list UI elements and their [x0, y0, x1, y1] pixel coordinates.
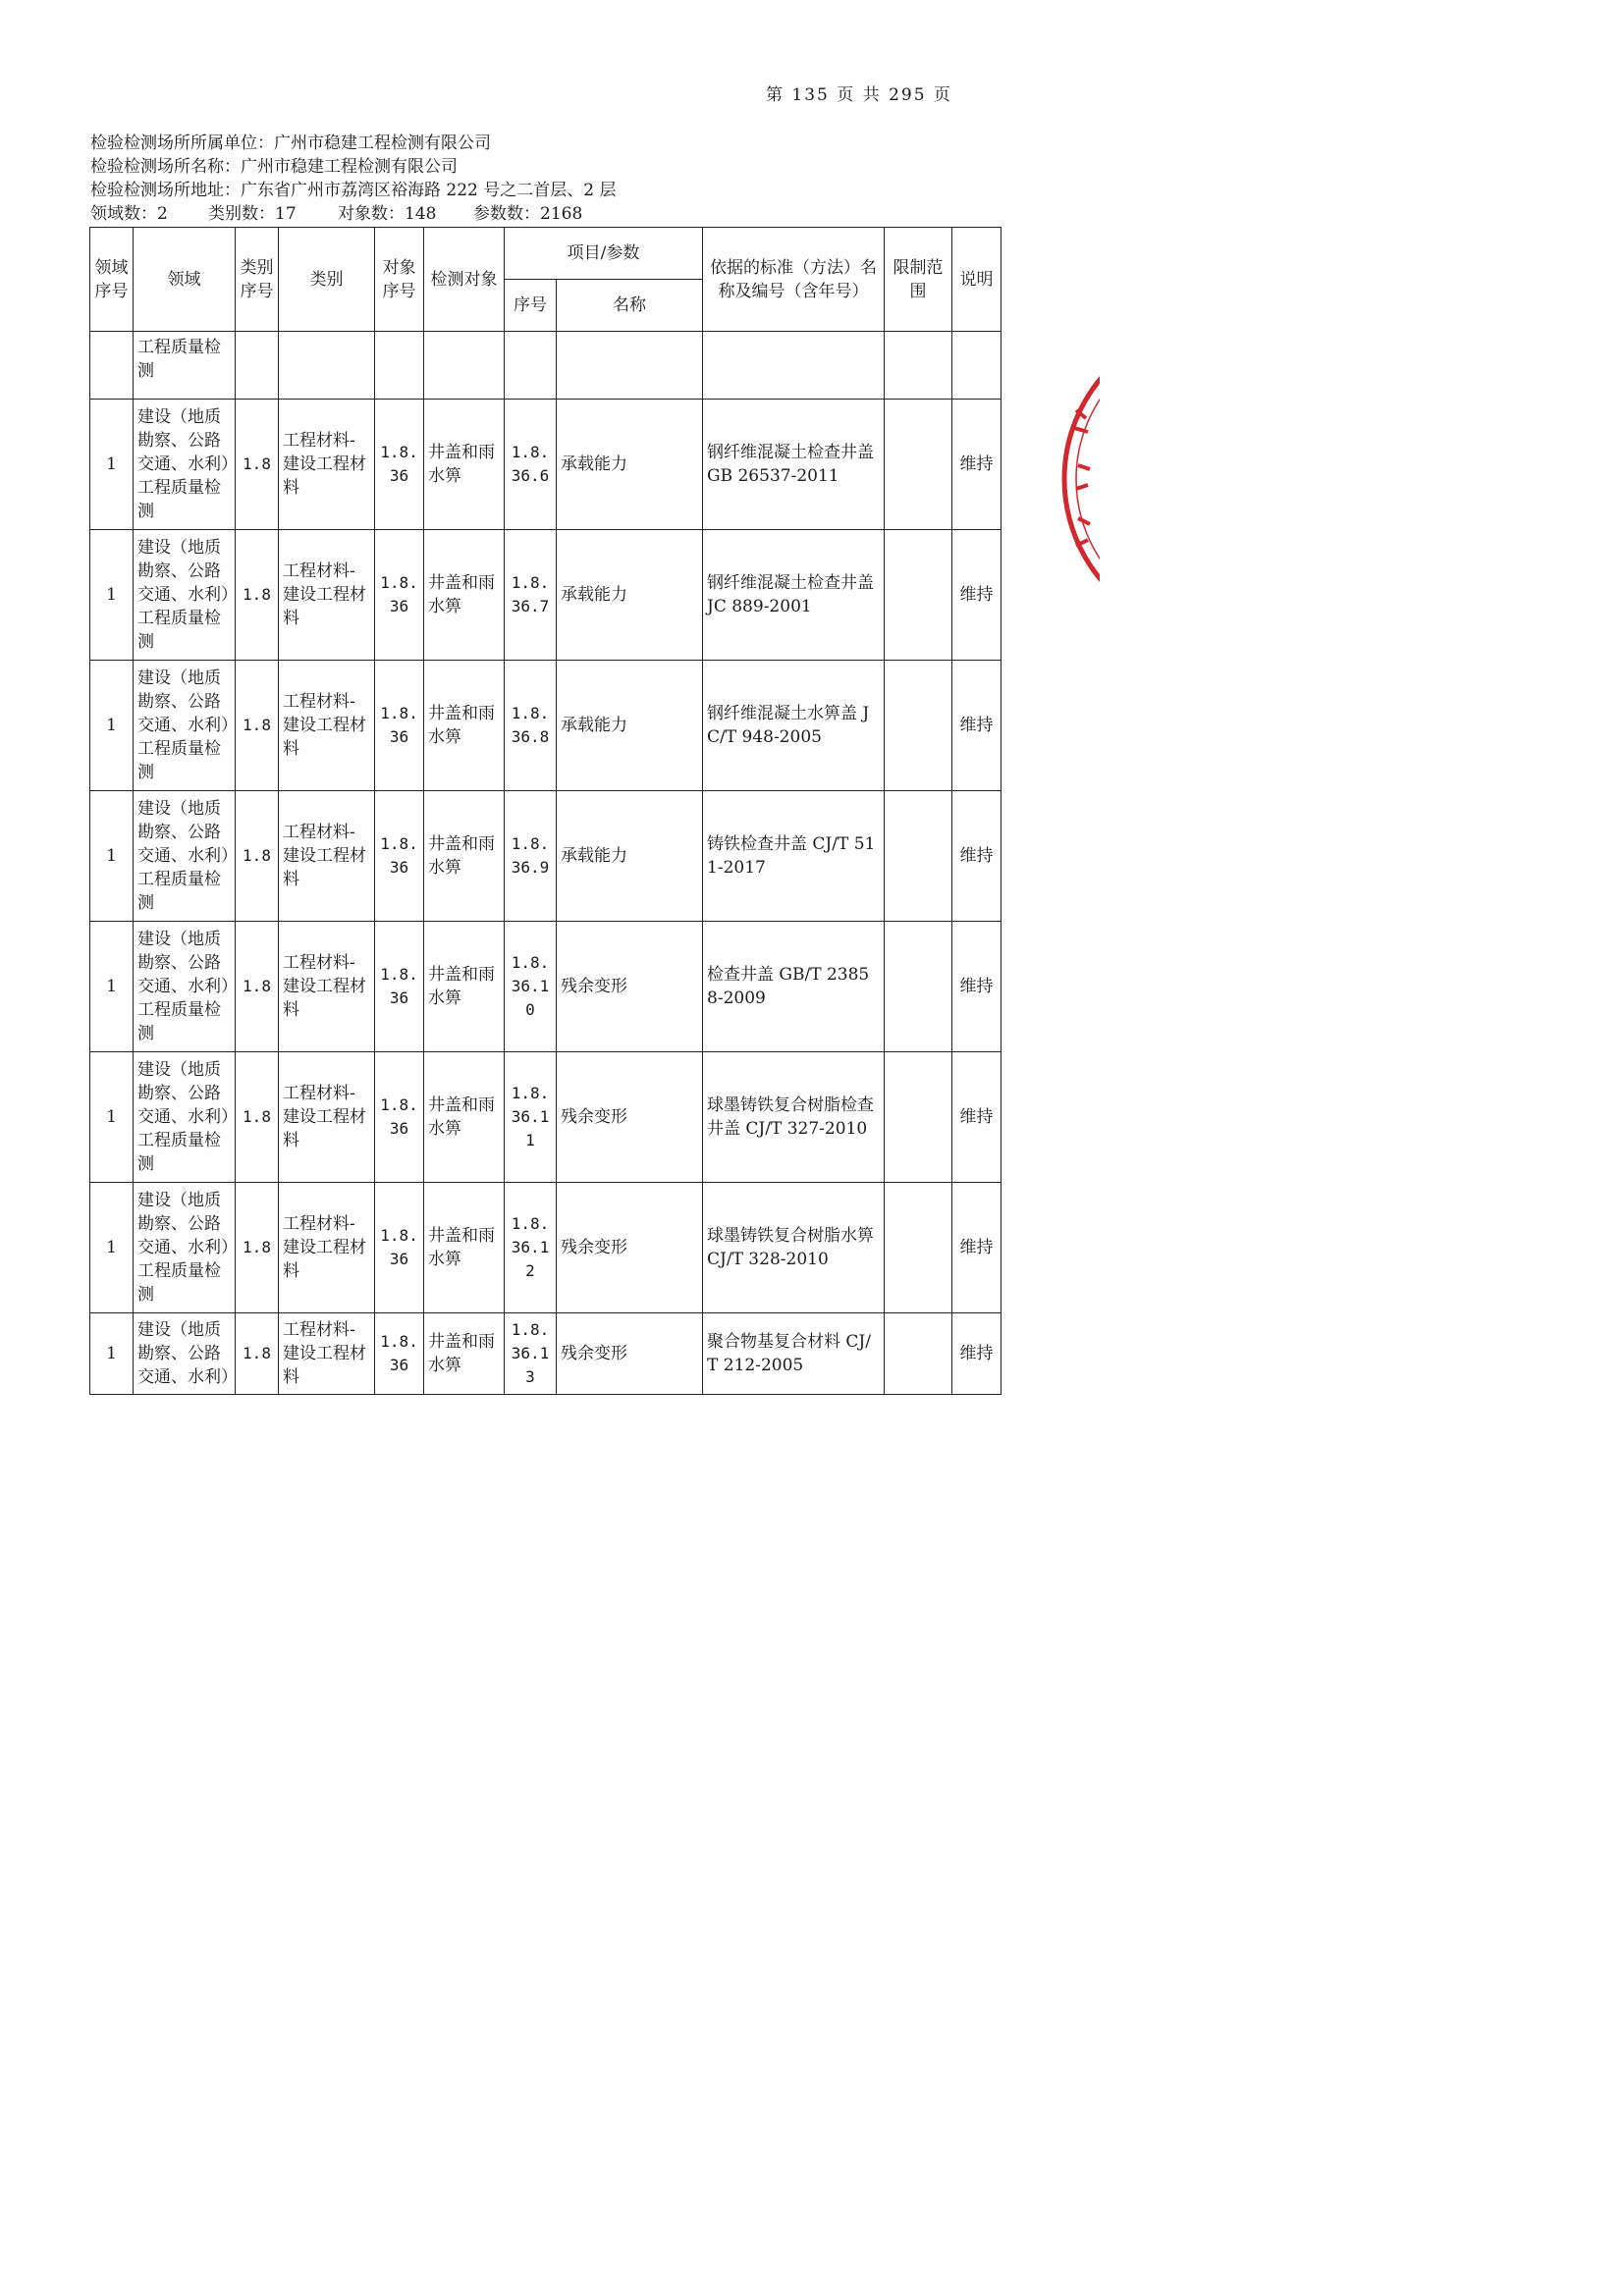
- header-domain-no: 领域序号: [90, 228, 134, 332]
- category-count: 类别数：17: [208, 204, 297, 224]
- scope-table: [89, 227, 1001, 1395]
- cell-domain-no: 1: [90, 661, 134, 791]
- cell-object: 井盖和雨水箅: [424, 530, 505, 661]
- table-row: [90, 1183, 1001, 1313]
- cell-category: 工程材料-建设工程材料: [279, 922, 375, 1052]
- header-row: [90, 228, 1001, 280]
- cell-category-no: 1.8: [236, 661, 279, 791]
- lab-counts: [90, 202, 616, 226]
- cell-param-name: 承载能力: [557, 661, 703, 791]
- cell-param-no: 1.8.36.11: [505, 1052, 557, 1183]
- cell-param-no: 1.8.36.10: [505, 922, 557, 1052]
- cell-limit: [885, 400, 952, 530]
- domain-count: 领域数：2: [90, 204, 168, 224]
- cell-domain: 建设（地质勘察、公路交通、水利）工程质量检测: [134, 791, 236, 922]
- cell-object: 井盖和雨水箅: [424, 661, 505, 791]
- cell-domain-no: 1: [90, 1183, 134, 1313]
- cell-category-no: 1.8: [236, 922, 279, 1052]
- table-row: [90, 400, 1001, 530]
- cell-param-name: 残余变形: [557, 1183, 703, 1313]
- cell-object: 井盖和雨水箅: [424, 1052, 505, 1183]
- cell-standard: 钢纤维混凝土检查井盖 GB 26537-2011: [703, 400, 885, 530]
- header-object-no: 对象序号: [375, 228, 424, 332]
- cell-domain-no: 1: [90, 922, 134, 1052]
- seal-inner-ring: [1076, 371, 1100, 587]
- header-object: 检测对象: [424, 228, 505, 332]
- cell-domain: 工程质量检测: [134, 332, 236, 400]
- cell-standard: 聚合物基复合材料 CJ/T 212-2005: [703, 1313, 885, 1395]
- cell-domain-no: 1: [90, 530, 134, 661]
- page-number: 第 135 页 共 295 页: [766, 85, 952, 105]
- cell-standard: 钢纤维混凝土检查井盖 JC 889-2001: [703, 530, 885, 661]
- cell-domain: 建设（地质勘察、公路交通、水利）工程质量检测: [134, 1052, 236, 1183]
- cell-note: 维持: [952, 400, 1001, 530]
- table-row: [90, 922, 1001, 1052]
- cell-domain: 建设（地质勘察、公路交通、水利）工程质量检测: [134, 922, 236, 1052]
- cell-param-name: 残余变形: [557, 1052, 703, 1183]
- cell-param-name: 残余变形: [557, 1313, 703, 1395]
- cell-domain-no: 1: [90, 791, 134, 922]
- cell-param-no: 1.8.36.13: [505, 1313, 557, 1395]
- header-limit: 限制范围: [885, 228, 952, 332]
- cell-object-no: 1.8.36: [375, 530, 424, 661]
- cell-object: 井盖和雨水箅: [424, 1313, 505, 1395]
- lab-unit: 检验检测场所所属单位：广州市稳建工程检测有限公司: [90, 133, 491, 153]
- cell-param-name: 残余变形: [557, 922, 703, 1052]
- cell-category-no: 1.8: [236, 1313, 279, 1395]
- cell-object: 井盖和雨水箅: [424, 791, 505, 922]
- cell-object-no: 1.8.36: [375, 922, 424, 1052]
- cell-standard: 检查井盖 GB/T 23858-2009: [703, 922, 885, 1052]
- cell-category-no: 1.8: [236, 791, 279, 922]
- cell-object-no: 1.8.36: [375, 791, 424, 922]
- cell-standard: 铸铁检查井盖 CJ/T 511-2017: [703, 791, 885, 922]
- cell-category-no: 1.8: [236, 400, 279, 530]
- cell-domain: 建设（地质勘察、公路交通、水利）工程质量检测: [134, 1183, 236, 1313]
- cell-category: 工程材料-建设工程材料: [279, 1052, 375, 1183]
- cell-object-no: 1.8.36: [375, 1052, 424, 1183]
- cell-object: 井盖和雨水箅: [424, 1183, 505, 1313]
- header-standard: 依据的标准（方法）名称及编号（含年号）: [703, 228, 885, 332]
- cell-category: 工程材料-建设工程材料: [279, 400, 375, 530]
- lab-address: 检验检测场所地址：广东省广州市荔湾区裕海路 222 号之二首层、2 层: [90, 181, 617, 200]
- cell-standard: 钢纤维混凝土水箅盖 JC/T 948-2005: [703, 661, 885, 791]
- lab-name: 检验检测场所名称：广州市稳建工程检测有限公司: [90, 157, 458, 177]
- cell-object: 井盖和雨水箅: [424, 400, 505, 530]
- table-row: [90, 1052, 1001, 1183]
- header-note: 说明: [952, 228, 1001, 332]
- cell-param-no: 1.8.36.9: [505, 791, 557, 922]
- cell-object-no: 1.8.36: [375, 1313, 424, 1395]
- cell-object-no: 1.8.36: [375, 661, 424, 791]
- cell-note: 维持: [952, 1183, 1001, 1313]
- object-count: 对象数：148: [338, 204, 437, 224]
- cell-domain: 建设（地质勘察、公路交通、水利）工程质量检测: [134, 530, 236, 661]
- table-row: [90, 332, 1001, 400]
- table-row: [90, 530, 1001, 661]
- cell-param-name: 承载能力: [557, 791, 703, 922]
- cell-note: 维持: [952, 1052, 1001, 1183]
- cell-note: 维持: [952, 791, 1001, 922]
- cell-category-no: 1.8: [236, 530, 279, 661]
- cell-limit: [885, 1183, 952, 1313]
- cell-category: 工程材料-建设工程材料: [279, 791, 375, 922]
- table-row: [90, 1313, 1001, 1395]
- cell-note: 维持: [952, 530, 1001, 661]
- cell-note: 维持: [952, 1313, 1001, 1395]
- cell-domain-no: 1: [90, 1052, 134, 1183]
- cell-standard: 球墨铸铁复合树脂水箅 CJ/T 328-2010: [703, 1183, 885, 1313]
- cell-category: 工程材料-建设工程材料: [279, 1183, 375, 1313]
- table-row: [90, 661, 1001, 791]
- cell-param-no: 1.8.36.8: [505, 661, 557, 791]
- cell-limit: [885, 1313, 952, 1395]
- header-param-no: 序号: [505, 280, 557, 332]
- cell-object-no: 1.8.36: [375, 1183, 424, 1313]
- cell-note: 维持: [952, 661, 1001, 791]
- header-item-param: 项目/参数: [505, 228, 703, 280]
- cell-param-no: 1.8.36.7: [505, 530, 557, 661]
- cell-category: 工程材料-建设工程材料: [279, 1313, 375, 1395]
- header-param-name: 名称: [557, 280, 703, 332]
- cell-domain: 建设（地质勘察、公路交通、水利）工程质量检测: [134, 661, 236, 791]
- cell-limit: [885, 922, 952, 1052]
- cell-limit: [885, 661, 952, 791]
- cell-param-name: 承载能力: [557, 400, 703, 530]
- header-domain: 领域: [134, 228, 236, 332]
- seal-stamp: [1055, 371, 1100, 587]
- cell-category: 工程材料-建设工程材料: [279, 530, 375, 661]
- seal-ring: [1064, 371, 1100, 587]
- param-count: 参数数：2168: [473, 204, 583, 224]
- cell-object: 井盖和雨水箅: [424, 922, 505, 1052]
- cell-standard: 球墨铸铁复合树脂检查井盖 CJ/T 327-2010: [703, 1052, 885, 1183]
- cell-category-no: 1.8: [236, 1052, 279, 1183]
- cell-category-no: 1.8: [236, 1183, 279, 1313]
- cell-param-no: 1.8.36.12: [505, 1183, 557, 1313]
- cell-domain-no: 1: [90, 400, 134, 530]
- cell-note: 维持: [952, 922, 1001, 1052]
- cell-domain: 建设（地质勘察、公路交通、水利）: [134, 1313, 236, 1395]
- cell-param-name: 承载能力: [557, 530, 703, 661]
- header-category: 类别: [279, 228, 375, 332]
- cell-param-no: 1.8.36.6: [505, 400, 557, 530]
- cell-domain: 建设（地质勘察、公路交通、水利）工程质量检测: [134, 400, 236, 530]
- cell-object-no: 1.8.36: [375, 400, 424, 530]
- cell-limit: [885, 1052, 952, 1183]
- table-row: [90, 791, 1001, 922]
- cell-limit: [885, 791, 952, 922]
- header-category-no: 类别序号: [236, 228, 279, 332]
- lab-info: [90, 132, 616, 226]
- cell-category: 工程材料-建设工程材料: [279, 661, 375, 791]
- cell-limit: [885, 530, 952, 661]
- cell-domain-no: 1: [90, 1313, 134, 1395]
